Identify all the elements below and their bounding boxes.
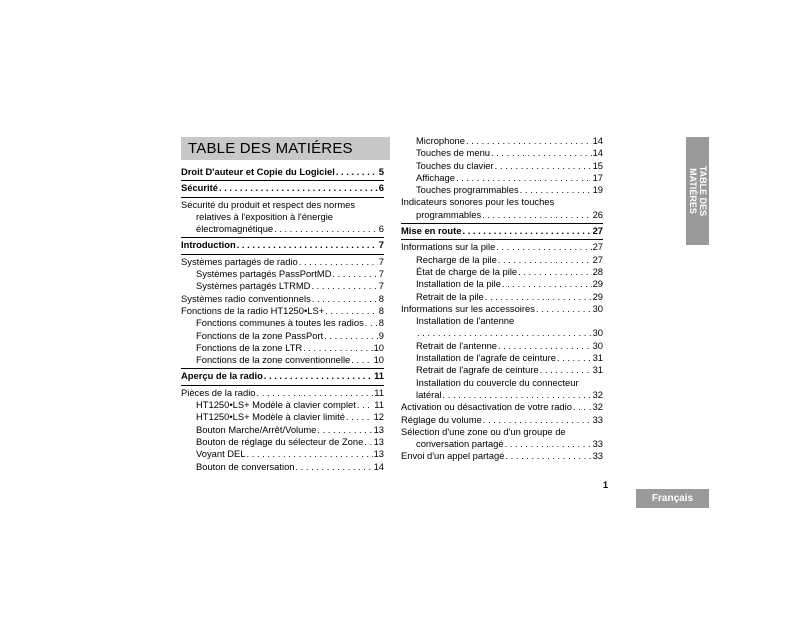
toc-leader-dots [466, 135, 592, 147]
toc-entry-label: Microphone [416, 135, 465, 146]
toc-entry [401, 184, 603, 196]
toc-entry-page: 15 [592, 159, 603, 171]
toc-entry-label: Systèmes partagés de radio [181, 255, 298, 267]
toc-entry-page: 6 [378, 223, 384, 235]
toc-entry [401, 340, 603, 352]
toc-entry-page: 30 [592, 302, 603, 314]
toc-entry [181, 305, 384, 317]
toc-leader-dots [325, 305, 378, 317]
toc-leader-dots [351, 354, 372, 366]
toc-entry-label: Fonctions de la radio HT1250•LS+ [181, 304, 325, 316]
toc-leader-dots [498, 340, 592, 352]
toc-entry [181, 223, 384, 235]
toc-entry [401, 266, 603, 278]
toc-leader-dots [485, 291, 592, 303]
toc-entry-label: Installation de la pile [416, 278, 501, 290]
section-side-tab [686, 137, 709, 245]
toc-entry [181, 448, 384, 460]
toc-entry [401, 352, 603, 364]
toc-leader-dots [557, 352, 592, 364]
toc-leader-dots [317, 424, 372, 436]
toc-leader-dots [518, 266, 591, 278]
toc-entry [181, 354, 384, 366]
toc-entry [401, 438, 603, 450]
toc-entry-label: Introduction [181, 239, 236, 251]
toc-entry-label: Sécurité du produit et respect des normes [181, 198, 356, 210]
toc-entry-label: Bouton de réglage du sélecteur de Zone [196, 435, 364, 447]
toc-entry [181, 317, 384, 329]
toc-entry-page: 27 [592, 225, 603, 237]
toc-entry-page: 17 [592, 171, 603, 183]
toc-leader-dots [505, 438, 592, 450]
toc-leader-dots [491, 147, 592, 159]
toc-leader-dots [247, 448, 373, 460]
toc-entry [181, 399, 384, 411]
toc-leader-dots [274, 223, 378, 235]
toc-leader-dots [324, 330, 378, 342]
toc-entry [401, 401, 603, 413]
toc-entry-label: Fonctions de la zone conventionnelle [196, 354, 351, 366]
toc-entry-label: HT1250•LS+ Modèle à clavier limité [196, 411, 345, 423]
toc-entry [401, 196, 603, 208]
toc-entry [401, 364, 603, 376]
toc-entry [401, 239, 603, 253]
toc-entry-label: Installation du couvercle du connecteur [416, 376, 579, 388]
toc-entry-page: 13 [373, 423, 384, 435]
toc-entry-label: Systèmes partagés PassPortMD [196, 268, 332, 280]
toc-entry-page: 29 [592, 290, 603, 302]
toc-leader-dots [520, 184, 592, 196]
toc-entry-label: électromagnétique [196, 223, 274, 235]
toc-entry-label: Retrait de l'antenne [416, 339, 498, 351]
side-tab-line2: MATIÈRES [687, 168, 698, 214]
toc-entry [181, 237, 384, 251]
toc-entry-page: 33 [592, 450, 603, 462]
toc-leader-dots [332, 268, 377, 280]
toc-entry-page: 5 [378, 166, 384, 177]
toc-entry [401, 291, 603, 303]
toc-leader-dots [264, 370, 373, 382]
toc-entry-page: 26 [592, 208, 603, 220]
toc-entry [181, 368, 384, 382]
toc-entry-page: 6 [378, 182, 384, 194]
toc-leader-dots [483, 414, 592, 426]
toc-entry-label: Touches du clavier [416, 159, 494, 171]
toc-entry [401, 414, 603, 426]
toc-entry-page: 13 [373, 448, 384, 460]
toc-entry [401, 172, 603, 184]
toc-entry-page: 14 [373, 460, 384, 472]
toc-entry-label: Informations sur les accessoires [401, 302, 535, 314]
toc-entry-label: Retrait de la pile [416, 290, 484, 302]
toc-entry [401, 303, 603, 315]
toc-column-left [181, 166, 384, 473]
toc-entry [401, 327, 603, 339]
toc-entry-page: 31 [592, 364, 603, 376]
toc-leader-dots [536, 303, 592, 315]
toc-leader-dots [540, 364, 592, 376]
toc-entry [181, 280, 384, 292]
toc-entry-label: Recharge de la pile [416, 253, 497, 265]
toc-entry-page: 7 [378, 268, 384, 280]
toc-entry-page: 8 [378, 317, 384, 329]
toc-entry-label: Bouton Marche/Arrêt/Volume [196, 423, 317, 435]
toc-entry-label: Indicateurs sonores pour les touches [401, 196, 555, 208]
toc-entry-page: 14 [592, 135, 603, 146]
toc-entry [401, 223, 603, 237]
toc-leader-dots [237, 239, 378, 251]
toc-entry-page: 14 [592, 147, 603, 159]
page-number: 1 [603, 480, 609, 490]
toc-entry-page: 11 [374, 386, 384, 398]
toc-entry [181, 197, 384, 211]
toc-entry [181, 211, 384, 223]
toc-leader-dots [573, 401, 592, 413]
toc-entry [181, 180, 384, 194]
toc-entry-label: Mise en route [401, 225, 462, 237]
toc-leader-dots [365, 317, 378, 329]
toc-entry-label: Retrait de l'agrafe de ceinture [416, 364, 539, 376]
toc-entry [181, 166, 384, 178]
toc-entry [181, 293, 384, 305]
toc-leader-dots [311, 280, 377, 292]
toc-entry-page: 30 [592, 327, 603, 339]
toc-entry-page: 30 [592, 339, 603, 351]
toc-leader-dots [312, 293, 378, 305]
toc-entry-page: 7 [378, 239, 384, 251]
toc-entry [401, 315, 603, 327]
toc-entry-label: Touches de menu [416, 147, 491, 159]
toc-entry-page: 10 [373, 354, 384, 366]
toc-entry-label: Pièces de la radio [181, 386, 256, 398]
toc-entry [181, 461, 384, 473]
toc-entry-label: relatives à l'exposition à l'énergie [196, 210, 333, 222]
toc-entry [181, 330, 384, 342]
toc-leader-dots [496, 241, 591, 253]
toc-entry-label: Activation ou désactivation de votre radio [401, 401, 572, 413]
page-title: TABLE DES MATIÉRES [181, 137, 390, 160]
toc-leader-dots [443, 389, 592, 401]
toc-entry [181, 268, 384, 280]
toc-entry [401, 147, 603, 159]
toc-entry-label: Aperçu de la radio [181, 370, 263, 382]
toc-entry-label: Systèmes partagés LTRMD [196, 280, 311, 292]
side-tab-label [688, 166, 708, 216]
toc-column-right [401, 135, 603, 463]
side-tab-line1: TABLE DES [697, 165, 708, 217]
toc-leader-dots [357, 399, 373, 411]
toc-entry [401, 450, 603, 462]
toc-entry [401, 209, 603, 221]
toc-leader-dots [336, 166, 378, 178]
toc-entry-page: 28 [592, 265, 603, 277]
toc-entry [181, 436, 384, 448]
toc-entry-label: Sélection d'une zone ou d'un groupe de [401, 425, 566, 437]
toc-leader-dots [495, 160, 592, 172]
toc-entry-page: 11 [374, 399, 384, 411]
toc-leader-dots [364, 436, 372, 448]
toc-leader-dots [502, 278, 592, 290]
toc-entry-page: 19 [592, 184, 603, 196]
toc-entry [401, 426, 603, 438]
toc-entry-page: 32 [592, 401, 603, 413]
toc-entry-page: 8 [378, 304, 384, 316]
toc-entry-label: Installation de l'agrafe de ceinture [416, 352, 556, 364]
toc-leader-dots [303, 342, 372, 354]
toc-entry-label: programmables [416, 208, 482, 220]
toc-entry-label: Fonctions de la zone LTR [196, 341, 303, 353]
toc-leader-dots [462, 225, 591, 237]
toc-leader-dots [346, 411, 373, 423]
toc-entry [181, 342, 384, 354]
toc-leader-dots [505, 450, 591, 462]
toc-entry-label: Systèmes radio conventionnels [181, 292, 311, 304]
toc-entry-page: 27 [592, 241, 603, 253]
toc-entry-label: HT1250•LS+ Modèle à clavier complet [196, 399, 356, 411]
toc-entry-page: 12 [373, 411, 384, 423]
toc-entry [401, 389, 603, 401]
toc-entry-page: 8 [378, 292, 384, 304]
toc-entry-label: Réglage du volume [401, 413, 482, 425]
toc-entry [401, 254, 603, 266]
toc-entry-page: 7 [378, 280, 384, 292]
toc-entry-page: 7 [378, 255, 384, 267]
toc-entry-label: Informations sur la pile [401, 241, 496, 253]
toc-entry-page: 13 [373, 435, 384, 447]
toc-entry [401, 377, 603, 389]
toc-entry-label: Fonctions communes à toutes les radios [196, 317, 364, 329]
toc-entry-page: 29 [592, 278, 603, 290]
toc-entry-label: Voyant DEL [196, 448, 246, 460]
toc-entry-page: 11 [374, 370, 384, 382]
toc-entry [181, 385, 384, 399]
toc-entry-label: latéral [416, 388, 442, 400]
toc-entry-page: 9 [378, 329, 384, 341]
toc-entry-label: Envoi d'un appel partagé [401, 450, 505, 462]
toc-leader-dots [456, 172, 592, 184]
toc-entry-page: 10 [373, 341, 384, 353]
toc-entry-label: Affichage [416, 171, 455, 183]
toc-leader-dots [482, 209, 591, 221]
toc-entry-page: 33 [592, 438, 603, 450]
toc-leader-dots [299, 256, 378, 268]
toc-entry-label: conversation partagé [416, 438, 504, 450]
toc-entry [181, 254, 384, 268]
toc-entry-label: Fonctions de la zone PassPort [196, 329, 324, 341]
toc-leader-dots [257, 387, 374, 399]
toc-entry-page: 33 [592, 413, 603, 425]
toc-leader-dots [498, 254, 592, 266]
toc-leader-dots [219, 182, 378, 194]
toc-entry-label: Sécurité [181, 182, 218, 194]
toc-leader-dots [296, 461, 373, 473]
toc-entry-page: 32 [592, 388, 603, 400]
toc-entry [401, 278, 603, 290]
toc-entry [401, 135, 603, 147]
toc-entry-label: État de charge de la pile [416, 265, 518, 277]
toc-entry-label: Bouton de conversation [196, 460, 295, 472]
toc-entry-label: Installation de l'antenne [416, 315, 515, 327]
toc-entry-page: 31 [592, 352, 603, 364]
toc-entry [181, 424, 384, 436]
toc-entry [401, 160, 603, 172]
toc-entry [181, 411, 384, 423]
toc-entry-label: Touches programmables [416, 184, 519, 196]
toc-entry-page: 27 [592, 253, 603, 265]
language-tab: Français [636, 489, 709, 508]
toc-leader-dots [417, 327, 592, 339]
toc-entry-label: Droit D'auteur et Copie du Logiciel [181, 166, 335, 177]
